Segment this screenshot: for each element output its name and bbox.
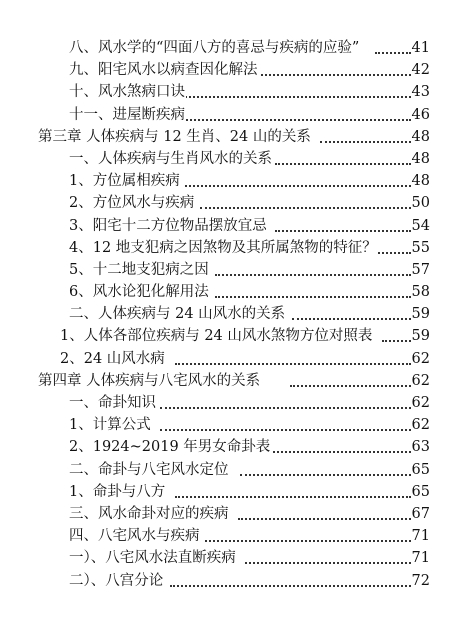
toc-entry-title: 3、阳宅十二方位物品摆放宜忌 [69, 215, 268, 237]
toc-leader-dots [215, 274, 411, 276]
toc-entry-page: 59 [411, 303, 430, 325]
toc-entry[interactable] [0, 37, 468, 59]
toc-entry-page: 41 [411, 37, 430, 59]
toc-entry[interactable] [0, 104, 468, 126]
toc-entry[interactable] [0, 148, 468, 170]
toc-entry-page: 55 [411, 237, 430, 259]
toc-entry[interactable] [0, 348, 468, 370]
toc-entry-title: 九、阳宅风水以病查因化解法 [69, 59, 259, 81]
toc-entry-title: 二）、八宫分论 [69, 570, 164, 592]
toc-leader-dots [290, 385, 411, 387]
toc-entry-title: 1、人体各部位疾病与 24 山风水煞物方位对照表 [60, 325, 373, 347]
toc-entry-page: 62 [411, 348, 430, 370]
toc-entry-title: 一、人体疾病与生肖风水的关系 [69, 148, 273, 170]
toc-leader-dots [160, 407, 411, 409]
toc-leader-dots [250, 451, 411, 453]
toc-leader-dots [205, 540, 411, 542]
toc-leader-dots [238, 518, 411, 520]
toc-entry-page: 58 [411, 281, 430, 303]
toc-entry[interactable] [0, 503, 468, 525]
toc-chapter-entry[interactable] [0, 370, 468, 392]
toc-entry-page: 67 [411, 503, 430, 525]
toc-entry-title: 二、命卦与八宅风水定位 [69, 459, 230, 481]
toc-chapter-entry[interactable] [0, 126, 468, 148]
toc-leader-dots [175, 496, 411, 498]
toc-entry[interactable] [0, 259, 468, 281]
toc-leader-dots [250, 74, 411, 76]
toc-entry[interactable] [0, 59, 468, 81]
toc-entry-title: 1、方位属相疾病 [69, 170, 181, 192]
toc-leader-dots [240, 474, 411, 476]
toc-leader-dots [160, 429, 411, 431]
toc-leader-dots [175, 363, 411, 365]
toc-leader-dots [185, 185, 411, 187]
toc-entry-page: 71 [411, 525, 430, 547]
toc-entry[interactable] [0, 570, 468, 592]
toc-entry-title: 十一、进屋断疾病 [69, 104, 186, 126]
toc-entry-title: 三、风水命卦对应的疾病 [69, 503, 230, 525]
toc-entry[interactable] [0, 547, 468, 569]
toc-entry[interactable] [0, 414, 468, 436]
toc-entry-page: 43 [411, 81, 430, 103]
toc-entry[interactable] [0, 459, 468, 481]
toc-entry-page: 71 [411, 547, 430, 569]
toc-entry-page: 46 [411, 104, 430, 126]
toc-entry[interactable] [0, 525, 468, 547]
toc-entry-title: 4、12 地支犯病之因煞物及其所属煞物的特征？ [69, 237, 378, 259]
toc-entry-title: 6、风水论犯化解用法 [69, 281, 210, 303]
toc-entry-page: 57 [411, 259, 430, 281]
toc-entry-page: 62 [411, 414, 430, 436]
toc-leader-dots [275, 163, 411, 165]
toc-entry[interactable] [0, 170, 468, 192]
toc-entry-page: 48 [411, 170, 430, 192]
toc-entry[interactable] [0, 192, 468, 214]
toc-entry-title: 2、1924~2019 年男女命卦表 [69, 436, 271, 458]
toc-entry-page: 48 [411, 148, 430, 170]
toc-entry[interactable] [0, 237, 468, 259]
toc-leader-dots [200, 207, 411, 209]
toc-entry[interactable] [0, 303, 468, 325]
toc-leader-dots [375, 252, 411, 254]
toc-entry-title: 第三章 人体疾病与 12 生肖、24 山的关系 [38, 126, 312, 148]
toc-leader-dots [382, 340, 411, 342]
toc-leader-dots [175, 119, 411, 121]
toc-entry-title: 2、24 山风水病 [60, 348, 166, 370]
toc-entry-title: 四、八宅风水与疾病 [69, 525, 201, 547]
toc-entry-title: 八、风水学的“四面八方的喜忌与疾病的应验” [69, 37, 360, 59]
toc-entry[interactable] [0, 81, 468, 103]
toc-leader-dots [245, 562, 411, 564]
toc-entry[interactable] [0, 481, 468, 503]
toc-leader-dots [215, 296, 411, 298]
toc-leader-dots [170, 585, 411, 587]
toc-entry-page: 72 [411, 570, 430, 592]
toc-leader-dots [320, 141, 411, 143]
toc-entry-title: 十、风水煞病口诀 [69, 81, 186, 103]
toc-entry-title: 1、命卦与八方 [69, 481, 166, 503]
toc-entry[interactable] [0, 436, 468, 458]
toc-entry-page: 62 [411, 370, 430, 392]
toc-leader-dots [275, 230, 411, 232]
toc-entry-title: 1、计算公式 [69, 414, 152, 436]
toc-entry-title: 一）、八宅风水法直断疾病 [69, 547, 237, 569]
toc-leader-dots [185, 96, 411, 98]
toc-entry-title: 二、人体疾病与 24 山风水的关系 [69, 303, 286, 325]
toc-entry-page: 48 [411, 126, 430, 148]
toc-entry[interactable] [0, 325, 468, 347]
toc-entry[interactable] [0, 215, 468, 237]
toc-entry-title: 一、命卦知识 [69, 392, 157, 414]
toc-entry[interactable] [0, 392, 468, 414]
toc-entry-page: 54 [411, 215, 430, 237]
toc-leader-dots [375, 52, 411, 54]
toc-entry-title: 2、方位风水与疾病 [69, 192, 195, 214]
toc-entry-page: 63 [411, 436, 430, 458]
table-of-contents [0, 37, 468, 592]
toc-entry-page: 65 [411, 459, 430, 481]
toc-entry-page: 59 [411, 325, 430, 347]
toc-entry[interactable] [0, 281, 468, 303]
toc-leader-dots [292, 318, 411, 320]
toc-entry-page: 42 [411, 59, 430, 81]
toc-entry-page: 62 [411, 392, 430, 414]
toc-entry-page: 65 [411, 481, 430, 503]
toc-entry-title: 5、十二地支犯病之因 [69, 259, 210, 281]
toc-entry-page: 50 [411, 192, 430, 214]
toc-entry-title: 第四章 人体疾病与八宅风水的关系 [38, 370, 261, 392]
